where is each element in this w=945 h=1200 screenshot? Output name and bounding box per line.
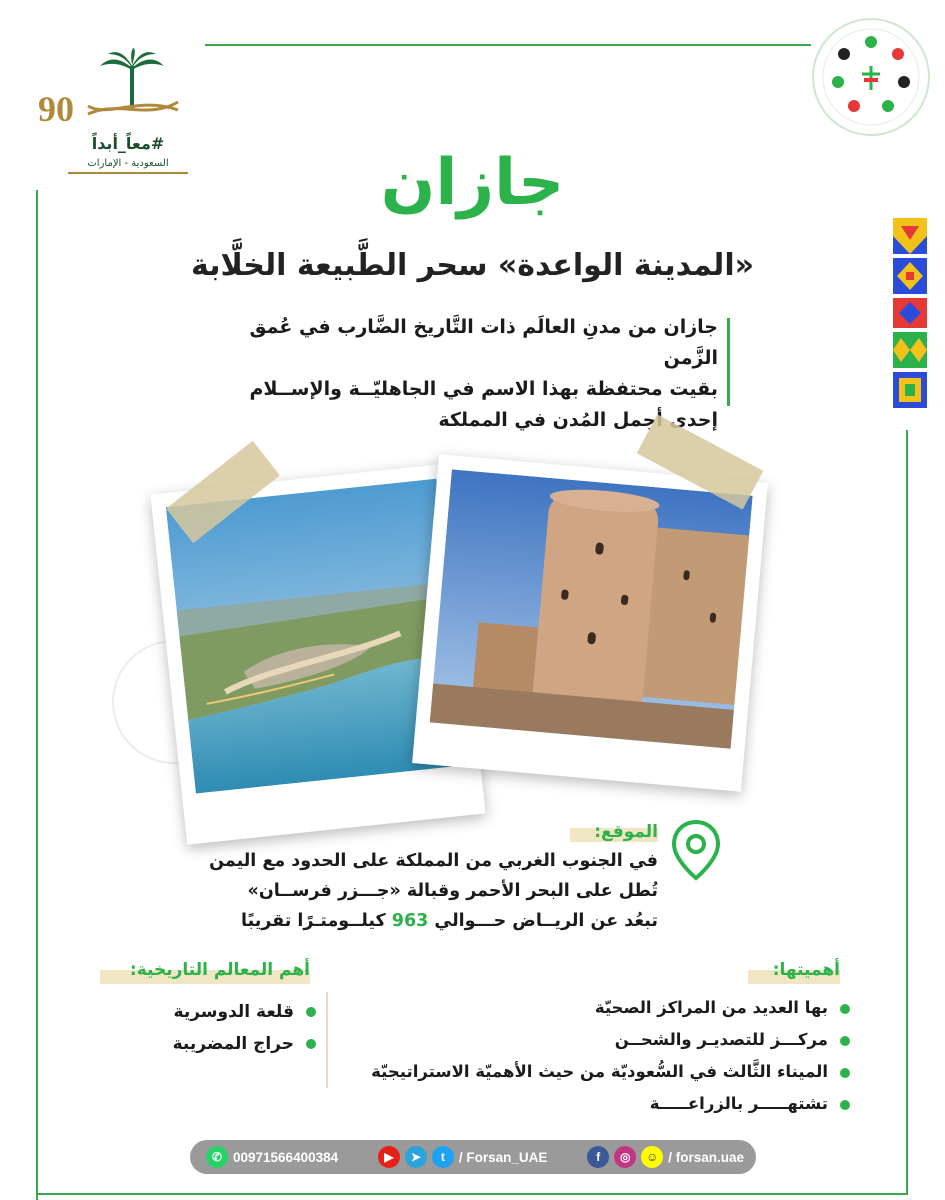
historical-heading: أهم المعالم التاريخية: [129,960,310,980]
intro-line-2: بقيت محتفظة بهذا الاسم في الجاهليّــة والإســلام [249,378,718,400]
photo-fortress [412,454,768,792]
logo-subtitle: السعودية - الإمارات [68,158,188,174]
frame-line-bottom [36,1193,906,1195]
location-line-2: تُطل على البحر الأحمر وقبالة «جـــزر فرســان» [247,881,658,901]
historical-list [110,996,316,1060]
list-item [371,1056,850,1088]
telegram-icon[interactable]: ➤ [405,1146,427,1168]
location-pin-icon [666,816,726,886]
intro-text [200,312,718,436]
importance-heading: أهميتها: [772,960,840,980]
location-line-1: في الجنوب الغربي من المملكة على الحدود مع اليمن [209,851,658,871]
footer-handle-right[interactable]: / forsan.uae [668,1149,744,1165]
section-divider [326,992,328,1088]
social-footer-bar [190,1140,756,1174]
frame-line-left [36,190,38,1200]
footer-social-group [587,1146,744,1168]
importance-list [371,992,850,1120]
bullet-icon [840,1036,850,1046]
intro-line-3: إحدى أجمل المُدن في المملكة [438,409,718,431]
bullet-icon [306,1007,316,1017]
youtube-icon[interactable]: ▶ [378,1146,400,1168]
list-item-label: بها العديد من المراكز الصحيّة [594,998,828,1017]
location-distance-number: 963 [391,911,429,931]
footer-handle-left[interactable]: / Forsan_UAE [458,1149,548,1165]
frame-line-top [205,44,811,46]
list-item-label: مركـــز للتصديـر والشحــن [614,1030,828,1049]
list-item-label: قلعة الدوسرية [173,1002,294,1022]
page-subtitle: «المدينة الواعدة» سحر الطَّبيعة الخلَّابة [191,248,754,283]
list-item [540,1088,850,1120]
bullet-icon [840,1004,850,1014]
list-item [540,992,850,1024]
facebook-icon[interactable]: f [587,1146,609,1168]
location-heading: الموقع: [594,822,658,842]
fortress-image [430,469,753,748]
footer-uae-group [378,1146,548,1168]
list-item-label: حراج المضريبة [172,1034,294,1054]
intro-line-1: جازان من مدنِ العالَم ذات التَّاريخ الضَّارب في عُمق الزَّمن [249,316,718,369]
list-item [110,996,316,1028]
list-item [540,1024,850,1056]
twitter-icon[interactable]: t [432,1146,454,1168]
list-item-label: تشتهـــــر بالزراعـــــة [649,1094,828,1113]
bullet-icon [306,1039,316,1049]
location-distance-after: كيلــومتـرًا تقريبًا [241,911,386,931]
palm-swords-icon [78,48,188,128]
list-item-label: الميناء الثَّالث في السُّعوديّة من حيث الأهميّة الاستراتيجيّة [371,1062,828,1081]
location-text [200,846,658,936]
sadu-pattern-strip [893,218,927,410]
footer-phone[interactable]: 00971566400384 [233,1149,339,1165]
location-line-3 [200,906,658,936]
whatsapp-icon[interactable]: ✆ [206,1146,228,1168]
intro-accent-bar [727,318,730,406]
bullet-icon [840,1068,850,1078]
forsan-emblem-icon [814,20,928,134]
logo-hashtag: #معاً_أبداً [91,134,165,153]
instagram-icon[interactable]: ◎ [614,1146,636,1168]
frame-line-right [906,430,908,1195]
logo-number: 90 [38,89,74,129]
page-title: جازان [380,146,565,220]
list-item [110,1028,316,1060]
forsan-logo [812,18,930,136]
footer-phone-group [206,1146,338,1168]
location-distance-before: تبعُد عن الريــاض حـــوالي [434,911,658,931]
snapchat-icon[interactable]: ☺ [641,1146,663,1168]
bullet-icon [840,1100,850,1110]
